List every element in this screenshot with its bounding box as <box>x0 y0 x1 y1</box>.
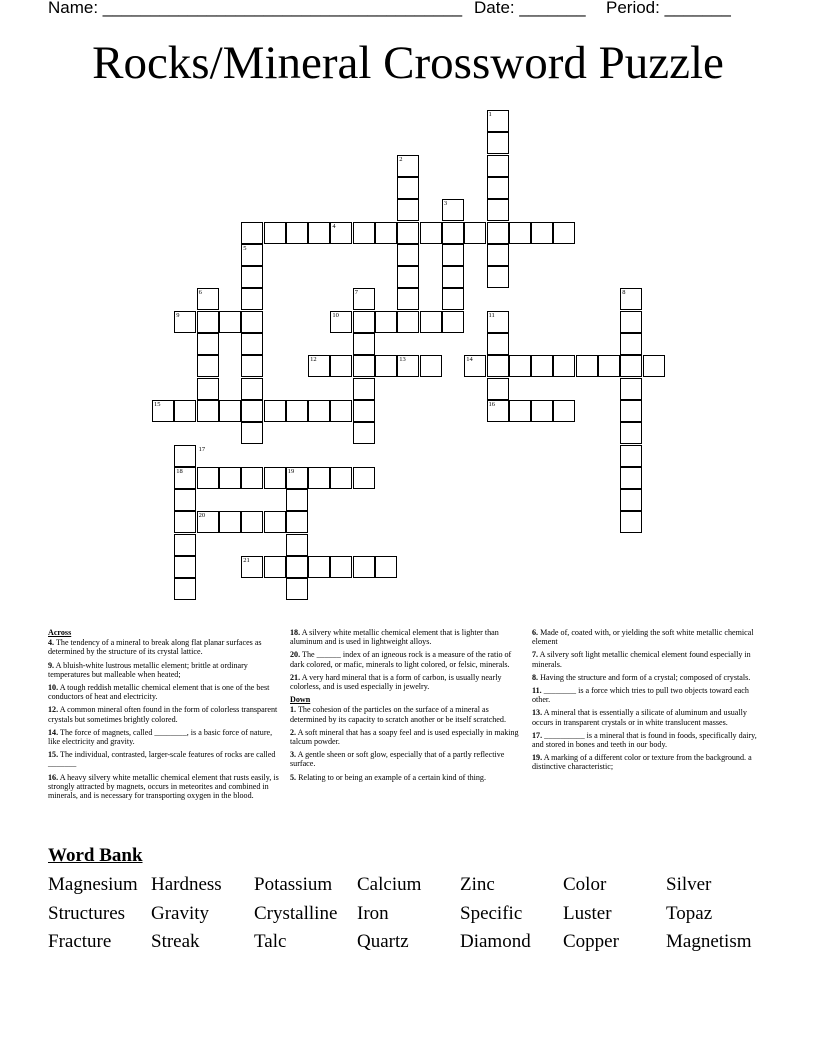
word-bank-item: Fracture <box>48 931 112 952</box>
clue-text: A silvery white metallic chemical element that is lighter than aluminum and is used in lightweight alloys. <box>290 628 499 647</box>
crossword-cell[interactable] <box>598 355 620 377</box>
crossword-cell[interactable] <box>241 378 263 400</box>
crossword-cell[interactable] <box>174 400 196 422</box>
crossword-cell[interactable] <box>353 467 375 489</box>
crossword-cell[interactable] <box>197 467 219 489</box>
crossword-cell[interactable] <box>264 556 286 578</box>
clue-number: 9. <box>48 660 55 670</box>
clue <box>290 673 526 691</box>
crossword-cell[interactable] <box>397 244 419 266</box>
clue-number-label: 18 <box>176 467 183 475</box>
clue-number-label: 17 <box>198 445 206 453</box>
crossword-cell[interactable] <box>241 266 263 288</box>
clue <box>48 728 284 746</box>
clues-column-1 <box>48 628 284 804</box>
clue <box>290 750 526 768</box>
clue-number: 4. <box>48 638 55 648</box>
clue-number-label: 11 <box>488 311 495 319</box>
crossword-cell[interactable] <box>620 333 642 355</box>
clue-number: 2. <box>290 727 297 737</box>
clue-number-label: 1 <box>488 111 492 118</box>
crossword-cell[interactable] <box>241 422 263 444</box>
clue <box>290 705 526 723</box>
crossword-cell[interactable] <box>219 467 241 489</box>
crossword-cell[interactable] <box>509 222 531 244</box>
clue-text: A tough reddish metallic chemical element that is one of the best conductors of heat and electricity. <box>48 683 270 702</box>
word-bank-item: Crystalline <box>254 903 338 924</box>
clue-number: 15. <box>48 750 59 760</box>
crossword-cell[interactable] <box>553 355 575 377</box>
clue-text: A common mineral often found in the form of colorless transparent crystals but sometimes brightly colored. <box>48 705 278 724</box>
crossword-cell[interactable] <box>397 177 419 199</box>
clue-text: A mineral that is essentially a silicate of aluminum and usually occurs in transparent crystals or in white translucent masses. <box>532 708 747 727</box>
clue-number: 20. <box>290 650 301 660</box>
clue-text: A bluish-white lustrous metallic element; brittle at ordinary temperatures but malleable when heated; <box>48 660 248 679</box>
crossword-cell[interactable] <box>286 400 308 422</box>
clue <box>48 683 284 701</box>
crossword-cell[interactable] <box>286 578 308 600</box>
crossword-cell[interactable] <box>397 311 419 333</box>
clue <box>290 628 526 646</box>
clue <box>532 650 768 668</box>
clue-number-label: 21 <box>243 557 250 564</box>
name-field-label: Name: ______________________________________ <box>48 0 463 17</box>
clue-number-label: 19 <box>287 467 295 475</box>
clue-text: A heavy silvery white metallic chemical element that rusts easily, is strongly attracted by magnets, occurs in meteorites and combined in minerals, and is necessary for transporting oxygen in the blood. <box>48 772 279 801</box>
crossword-cell[interactable] <box>330 400 352 422</box>
crossword-cell[interactable] <box>620 378 642 400</box>
crossword-cell[interactable] <box>197 355 219 377</box>
crossword-cell[interactable] <box>620 489 642 511</box>
crossword-cell[interactable] <box>420 222 442 244</box>
clue-number: 7. <box>532 650 539 660</box>
crossword-cell[interactable] <box>509 355 531 377</box>
crossword-cell[interactable] <box>442 222 464 244</box>
crossword-cell[interactable] <box>353 422 375 444</box>
crossword-cell[interactable] <box>219 511 241 533</box>
crossword-cell[interactable] <box>286 489 308 511</box>
clue-number: 5. <box>290 772 297 782</box>
clue-number-label: 9 <box>176 311 180 319</box>
crossword-cell[interactable] <box>397 222 419 244</box>
crossword-cell[interactable] <box>487 155 509 177</box>
clue <box>48 705 284 723</box>
crossword-cell[interactable] <box>264 222 286 244</box>
crossword-cell[interactable] <box>174 489 196 511</box>
crossword-cell[interactable] <box>174 511 196 533</box>
word-bank-item: Magnetism <box>666 931 752 952</box>
crossword-cell[interactable] <box>442 244 464 266</box>
crossword-cell[interactable] <box>308 556 330 578</box>
crossword-cell[interactable] <box>353 222 375 244</box>
clue <box>290 728 526 746</box>
crossword-cell[interactable] <box>264 400 286 422</box>
crossword-cell[interactable] <box>286 511 308 533</box>
clue-number-label: 12 <box>310 356 317 364</box>
clue-number-label: 8 <box>622 289 626 297</box>
crossword-cell[interactable] <box>264 467 286 489</box>
crossword-cell[interactable] <box>531 222 553 244</box>
clue <box>532 731 768 749</box>
crossword-cell[interactable] <box>174 578 196 600</box>
crossword-cell[interactable] <box>308 400 330 422</box>
word-bank-item: Topaz <box>666 903 713 924</box>
word-bank-item: Color <box>563 874 607 895</box>
crossword-cell[interactable] <box>353 556 375 578</box>
word-bank-item: Silver <box>666 874 712 895</box>
crossword-cell[interactable] <box>197 311 219 333</box>
crossword-cell[interactable] <box>442 288 464 310</box>
crossword-cell[interactable] <box>442 266 464 288</box>
clue-number-label: 14 <box>466 356 473 364</box>
clue-number: 11. <box>532 686 542 696</box>
crossword-cell[interactable] <box>330 556 352 578</box>
crossword-cell[interactable] <box>464 222 486 244</box>
word-bank-item: Streak <box>151 931 200 952</box>
word-bank-item: Talc <box>254 931 287 952</box>
clue-number: 10. <box>48 683 59 693</box>
word-bank-item: Quartz <box>357 931 409 952</box>
crossword-cell[interactable] <box>442 311 464 333</box>
clue-text: The cohesion of the particles on the surface of a mineral as determined by its capacity to scratch another or be itself scratched. <box>290 705 506 724</box>
crossword-cell[interactable] <box>487 199 509 221</box>
clue-number-label: 10 <box>332 311 339 319</box>
clue-text: __________ is a mineral that is found in foods, specifically dairy, and stored in bones and teeth in our body. <box>532 730 757 750</box>
crossword-cell[interactable] <box>509 400 531 422</box>
clue-number-label: 20 <box>198 512 206 520</box>
crossword-cell[interactable] <box>264 511 286 533</box>
crossword-cell[interactable] <box>241 400 263 422</box>
clue-text: Made of, coated with, or yielding the soft white metallic chemical element <box>532 628 754 647</box>
clue-number: 18. <box>290 628 301 637</box>
crossword-cell[interactable] <box>487 333 509 355</box>
crossword-cell[interactable] <box>620 467 642 489</box>
crossword-cell[interactable] <box>197 378 219 400</box>
word-bank-title: Word Bank <box>48 845 143 866</box>
crossword-cell[interactable] <box>308 467 330 489</box>
word-bank-item: Structures <box>48 903 126 924</box>
crossword-cell[interactable] <box>531 355 553 377</box>
word-bank-item: Copper <box>563 931 619 952</box>
word-bank-item: Gravity <box>151 903 210 924</box>
date-field-label: Date: _______ <box>474 0 586 17</box>
crossword-cell[interactable] <box>576 355 598 377</box>
page-title: Rocks/Mineral Crossword Puzzle <box>92 37 724 89</box>
crossword-cell[interactable] <box>353 400 375 422</box>
crossword-cell[interactable] <box>241 222 263 244</box>
crossword-cell[interactable] <box>553 400 575 422</box>
word-bank-item: Luster <box>563 903 612 924</box>
clue-number: 17. <box>532 730 543 740</box>
clue <box>48 773 284 801</box>
crossword-cell[interactable] <box>620 355 642 377</box>
crossword-cell[interactable] <box>330 467 352 489</box>
crossword-cell[interactable] <box>420 355 442 377</box>
crossword-cell[interactable] <box>553 222 575 244</box>
crossword-cell[interactable] <box>353 311 375 333</box>
clue-number-label: 2 <box>399 155 403 163</box>
clue-text: A gentle sheen or soft glow, especially that of a partly reflective surface. <box>290 750 505 769</box>
clue-number: 8. <box>532 672 539 682</box>
clue <box>532 628 768 646</box>
crossword-cell[interactable] <box>620 311 642 333</box>
crossword-cell[interactable] <box>241 467 263 489</box>
crossword-cell[interactable] <box>487 266 509 288</box>
crossword-cell[interactable] <box>330 355 352 377</box>
crossword-cell[interactable] <box>308 222 330 244</box>
across-heading: Across <box>48 628 72 637</box>
word-bank-item: Calcium <box>357 874 422 895</box>
clue-text: Having the structure and form of a crystal; composed of crystals. <box>538 672 751 682</box>
clue <box>290 773 526 782</box>
crossword-cell[interactable] <box>487 244 509 266</box>
crossword-cell[interactable] <box>353 378 375 400</box>
crossword-cell[interactable] <box>420 311 442 333</box>
clue <box>532 673 768 682</box>
clue-text: The individual, contrasted, larger-scale features of rocks are called _______ <box>48 750 276 769</box>
clue-number: 6. <box>532 628 539 637</box>
clue-number: 12. <box>48 705 59 715</box>
clue <box>48 750 284 768</box>
word-bank-item: Iron <box>357 903 389 924</box>
clue-number: 14. <box>48 727 59 737</box>
clue-number: 13. <box>532 708 543 718</box>
crossword-cell[interactable] <box>219 400 241 422</box>
crossword-cell[interactable] <box>487 177 509 199</box>
clue-number: 1. <box>290 705 297 715</box>
clue-number: 3. <box>290 750 297 760</box>
crossword-cell[interactable] <box>286 222 308 244</box>
crossword-cell[interactable] <box>375 556 397 578</box>
clue-text: A silvery soft light metallic chemical element found especially in minerals. <box>532 650 751 669</box>
period-field-label: Period: _______ <box>606 0 731 17</box>
clue <box>532 686 768 704</box>
crossword-cell[interactable] <box>174 534 196 556</box>
crossword-cell[interactable] <box>241 311 263 333</box>
clue-number-label: 7 <box>354 289 358 297</box>
crossword-cell[interactable] <box>487 132 509 154</box>
clue-number: 16. <box>48 772 59 782</box>
crossword-cell[interactable] <box>487 355 509 377</box>
crossword-cell[interactable] <box>286 534 308 556</box>
clue-text: The ______ index of an igneous rock is a measure of the ratio of dark colored, or mafic, minerals to light colored, or felsic, minerals. <box>290 650 512 669</box>
crossword-cell[interactable] <box>286 556 308 578</box>
crossword-cell[interactable] <box>241 333 263 355</box>
word-bank-item: Potassium <box>254 874 333 895</box>
clue-number-label: 5 <box>243 244 247 252</box>
clue <box>290 650 526 668</box>
crossword-cell[interactable] <box>241 355 263 377</box>
clues-column-3 <box>532 628 768 776</box>
crossword-cell[interactable] <box>643 355 665 377</box>
crossword-cell[interactable] <box>241 288 263 310</box>
crossword-cell[interactable] <box>620 422 642 444</box>
word-bank-item: Specific <box>460 903 523 924</box>
clue-number-label: 15 <box>154 400 161 408</box>
word-bank-item: Diamond <box>460 931 531 952</box>
crossword-cell[interactable] <box>174 556 196 578</box>
crossword-cell[interactable] <box>375 355 397 377</box>
clue-text: Relating to or being an example of a certain kind of thing. <box>296 772 487 782</box>
clue-number-label: 16 <box>488 400 495 408</box>
clue-text: The force of magnets, called ________, is a basic force of nature, like electricity and gravity. <box>48 727 273 747</box>
crossword-cell[interactable] <box>620 445 642 467</box>
crossword-cell[interactable] <box>197 400 219 422</box>
crossword-cell[interactable] <box>620 511 642 533</box>
crossword-cell[interactable] <box>531 400 553 422</box>
clue-number: 19. <box>532 753 543 763</box>
clue <box>532 753 768 771</box>
down-heading: Down <box>290 695 311 705</box>
crossword-cell[interactable] <box>397 266 419 288</box>
crossword-cell[interactable] <box>219 311 241 333</box>
crossword-cell[interactable] <box>197 333 219 355</box>
crossword-cell[interactable] <box>353 355 375 377</box>
clue-number-label: 3 <box>443 200 448 208</box>
clue-number-label: 4 <box>332 222 336 230</box>
clue-text: The tendency of a mineral to break along flat planar surfaces as determined by the structure of its crystal lattice. <box>48 638 262 657</box>
clue-number-label: 13 <box>399 356 406 364</box>
clue-text: ________ is a force which tries to pull two objects toward each other. <box>532 686 749 705</box>
word-bank-item: Hardness <box>151 874 222 895</box>
clue-text: A very hard mineral that is a form of carbon, is usually nearly colorless, and is used especially in jewelry. <box>290 672 502 692</box>
crossword-cell[interactable] <box>397 288 419 310</box>
crossword-cell[interactable] <box>620 400 642 422</box>
crossword-cell[interactable] <box>174 445 196 467</box>
clue-number-label: 6 <box>198 289 202 297</box>
crossword-cell[interactable] <box>397 199 419 221</box>
clue-text: A soft mineral that has a soapy feel and is used especially in making talcum powder. <box>290 727 519 747</box>
word-bank-item: Magnesium <box>48 874 138 895</box>
clue-text: A marking of a different color or texture from the background. a distinctive characteristic; <box>532 753 752 772</box>
word-bank-item: Zinc <box>460 874 495 895</box>
crossword-cell[interactable] <box>487 222 509 244</box>
crossword-cell[interactable] <box>375 311 397 333</box>
clues-column-2 <box>290 628 526 786</box>
crossword-cell[interactable] <box>353 333 375 355</box>
clue <box>48 638 284 656</box>
clue-number: 21. <box>290 672 301 682</box>
crossword-cell[interactable] <box>375 222 397 244</box>
clue <box>532 708 768 726</box>
crossword-cell[interactable] <box>487 378 509 400</box>
crossword-cell[interactable] <box>241 511 263 533</box>
clue <box>48 661 284 679</box>
